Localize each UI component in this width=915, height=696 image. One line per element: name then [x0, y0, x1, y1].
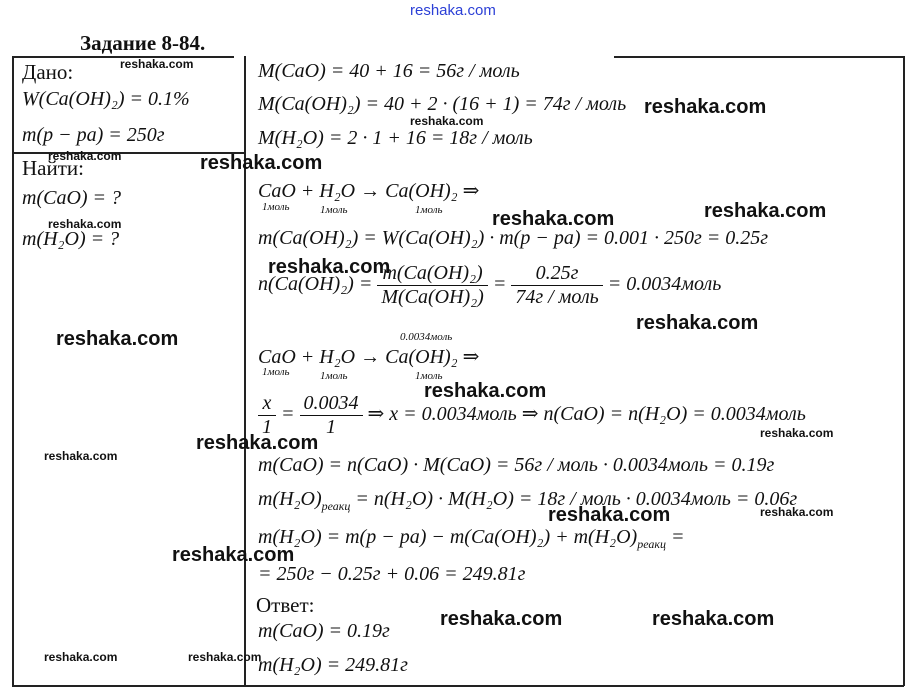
watermark: reshaka.com — [652, 608, 775, 630]
fraction-numerator: 0.0034 — [300, 392, 363, 416]
table-column-divider — [244, 56, 246, 686]
watermark: reshaka.com — [644, 96, 767, 118]
watermark: reshaka.com — [268, 256, 391, 278]
mass-water-total-line-2: = 250г − 0.25г + 0.06 = 249.81г — [258, 563, 526, 585]
watermark: reshaka.com — [196, 432, 319, 454]
n-hydroxide-result: = 0.0034моль — [607, 273, 722, 296]
fraction-denominator: 74г / моль — [515, 286, 599, 308]
reaction-equation-1: CaO + H₂O → Ca(OH)₂ ⇒ — [258, 180, 480, 202]
mass-water-reaction-line — [258, 488, 797, 514]
table-right-border — [903, 56, 905, 686]
watermark: reshaka.com — [56, 328, 179, 350]
watermark: reshaka.com — [44, 449, 118, 463]
mass-cao-line: m(CaO) = n(CaO) · M(CaO) = 56г / моль · 0.0034моль = 0.19г — [258, 454, 775, 476]
watermark: reshaka.com — [200, 152, 323, 174]
reaction-top-label: 0.0034моль — [400, 331, 453, 343]
find-item-cao: m(CaO) = ? — [22, 187, 122, 209]
mass-water-reaction-rhs: = n(H₂O) · M(H₂O) = 18г / моль · 0.0034моль = 0.06г — [355, 488, 798, 510]
n-hydroxide-fraction-2 — [511, 262, 602, 309]
watermark: reshaka.com — [188, 650, 262, 664]
fraction-denominator: 1 — [262, 416, 272, 438]
watermark: reshaka.com — [172, 544, 295, 566]
mole-label: 1моль — [262, 201, 290, 213]
subscript-reaction: реакц — [637, 537, 666, 551]
watermark: reshaka.com — [44, 650, 118, 664]
watermark: reshaka.com — [48, 217, 122, 231]
table-left-border — [12, 56, 14, 686]
molar-mass-cao: M(CaO) = 40 + 16 = 56г / моль — [258, 60, 520, 82]
table-top-right-border — [614, 56, 904, 58]
fraction-numerator: m(Ca(OH)₂) — [377, 262, 487, 286]
mole-label: 1моль — [415, 204, 443, 216]
n-hydroxide-lhs: n(Ca(OH)₂) = — [258, 273, 373, 296]
find-label: Найти: — [22, 156, 84, 180]
proportion-rest: ⇒ x = 0.0034моль ⇒ n(CaO) = n(H₂O) = 0.0034моль — [367, 403, 806, 426]
mass-water-total-expr: m(H₂O) = m(p − pa) − m(Ca(OH)₂) + m(H₂O) — [258, 526, 638, 548]
fraction-denominator: 1 — [326, 416, 336, 438]
watermark: reshaka.com — [760, 505, 834, 519]
watermark: reshaka.com — [704, 200, 827, 222]
answer-cao: m(CaO) = 0.19г — [258, 620, 390, 642]
equals-sign: = — [671, 526, 685, 548]
site-header[interactable]: reshaka.com — [410, 2, 496, 19]
table-bottom-border — [12, 685, 904, 687]
equals-sign: = — [281, 403, 295, 426]
watermark: reshaka.com — [120, 57, 194, 71]
watermark: reshaka.com — [410, 114, 484, 128]
fraction-numerator: 0.25г — [511, 262, 602, 286]
fraction-denominator: M(Ca(OH)₂) — [381, 286, 484, 308]
n-hydroxide-fraction-1 — [377, 262, 487, 309]
watermark: reshaka.com — [424, 380, 547, 402]
mole-label: 1моль — [320, 370, 348, 382]
answer-water: m(H₂O) = 249.81г — [258, 654, 408, 676]
task-title: Задание 8-84. — [80, 31, 206, 55]
watermark: reshaka.com — [636, 312, 759, 334]
watermark: reshaka.com — [492, 208, 615, 230]
mass-water-reaction-lhs: m(H₂O) — [258, 488, 322, 510]
given-item-solution-mass: m(p − pa) = 250г — [22, 124, 165, 146]
equals-sign: = — [492, 273, 507, 296]
given-label: Дано: — [22, 60, 74, 84]
mole-label: 1моль — [415, 370, 443, 382]
find-item-water: m(H₂O) = ? — [22, 228, 120, 250]
given-item-mass-fraction: W(Ca(OH)₂) = 0.1% — [22, 88, 190, 110]
reaction-equation-2: CaO + H₂O → Ca(OH)₂ ⇒ — [258, 346, 480, 368]
mass-hydroxide-line: m(Ca(OH)₂) = W(Ca(OH)₂) · m(p − pa) = 0.001 · 250г = 0.25г — [258, 227, 769, 249]
subscript-reaction: реакц — [321, 499, 351, 513]
watermark: reshaka.com — [548, 504, 671, 526]
watermark: reshaka.com — [440, 608, 563, 630]
watermark: reshaka.com — [48, 149, 122, 163]
mole-label: 1моль — [320, 204, 348, 216]
molar-mass-hydroxide: M(Ca(OH)₂) = 40 + 2 · (16 + 1) = 74г / моль — [258, 93, 627, 115]
mass-water-total-line — [258, 526, 685, 552]
answer-label: Ответ: — [256, 593, 315, 617]
fraction-numerator: x — [258, 392, 276, 416]
mole-label: 1моль — [262, 366, 290, 378]
watermark: reshaka.com — [760, 426, 834, 440]
molar-mass-water: M(H₂O) = 2 · 1 + 16 = 18г / моль — [258, 127, 533, 149]
